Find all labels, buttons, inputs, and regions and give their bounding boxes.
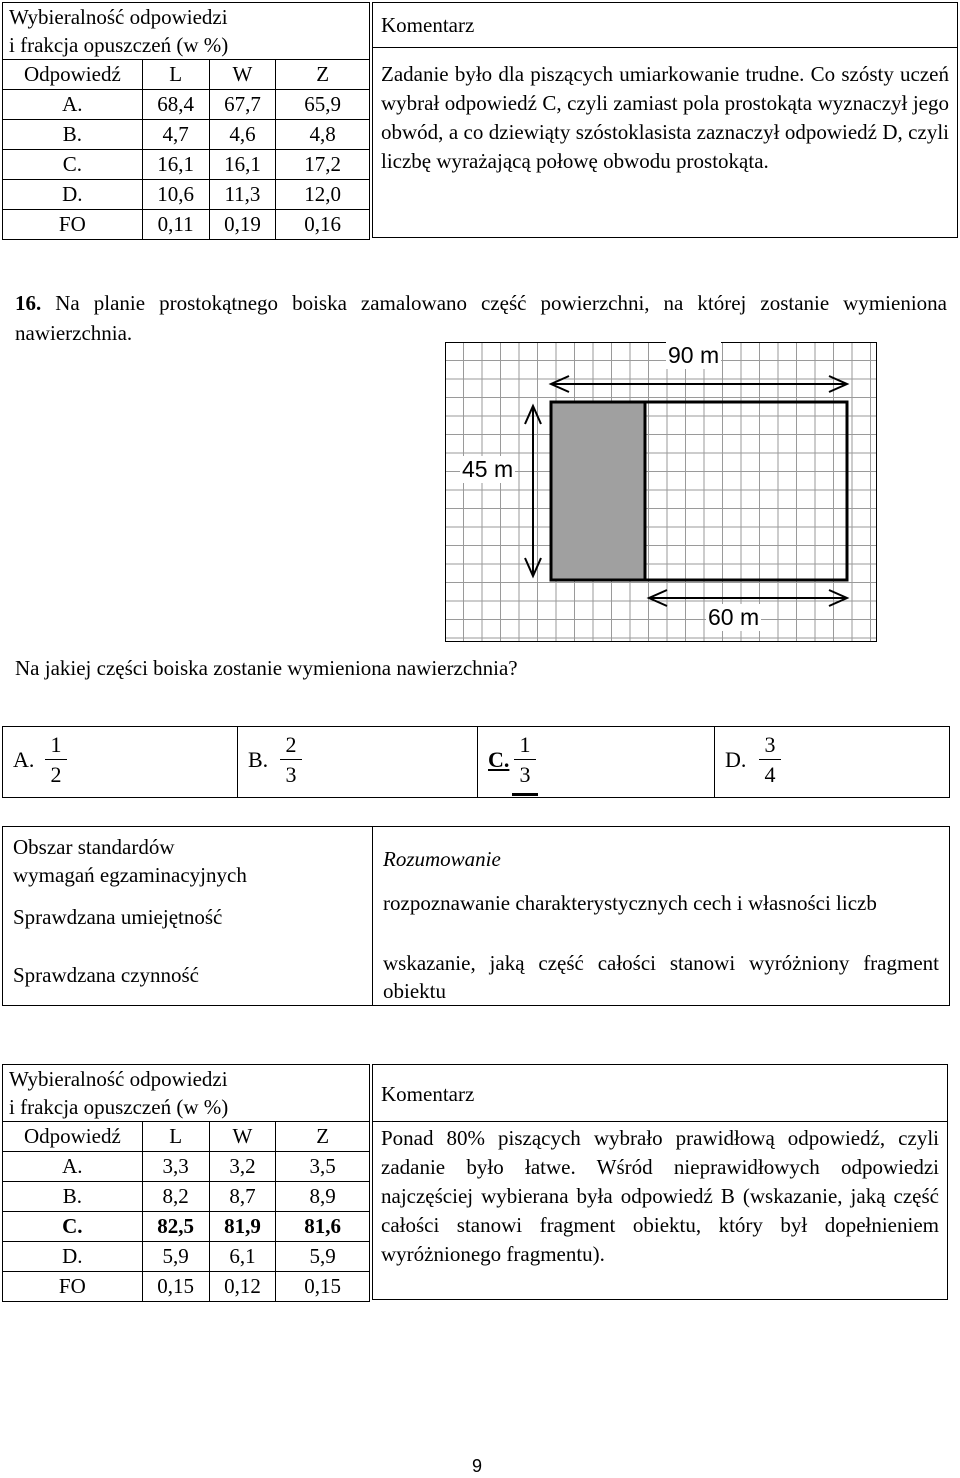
table-row: A. 68,4 67,7 65,9	[3, 90, 370, 120]
question-text: 16. Na planie prostokątnego boiska zamalowano część powierzchni, na której zostanie wymieniona nawierzchnia.	[15, 291, 947, 345]
skill-label: Sprawdzana umiejętność	[13, 905, 223, 929]
table-row: C. 16,1 16,1 17,2	[3, 150, 370, 180]
label-45m: 45 m	[462, 456, 514, 482]
answer-options	[2, 726, 950, 798]
comment-heading: Komentarz	[373, 1065, 947, 1122]
grid-border	[446, 343, 877, 642]
table-row-correct: C. 82,5 81,9 81,6	[3, 1212, 370, 1242]
fraction: $\frac{1}{2}$	[45, 731, 67, 788]
fraction: $\frac{2}{3}$	[280, 731, 302, 788]
field-plan-figure	[445, 342, 877, 642]
page-number: 9	[472, 1456, 483, 1476]
shaded-area	[551, 402, 645, 580]
question-prompt: Na jakiej części boiska zostanie wymieniona nawierzchnia?	[15, 656, 518, 680]
table-row: A. 3,3 3,2 3,5	[3, 1152, 370, 1182]
question-number: 16.	[15, 291, 42, 315]
table-row: FO 0,11 0,19 0,16	[3, 210, 370, 240]
area-label: Obszar standardów wymagań egzaminacyjnych	[13, 835, 247, 887]
answer-option-c-correct[interactable]: C. $\frac{1}{3}$	[478, 727, 715, 797]
standards-box	[2, 826, 950, 1006]
label-60m: 60 m	[708, 604, 760, 630]
correct-answer-underline	[512, 793, 538, 796]
table-row: B. 8,2 8,7 8,9	[3, 1182, 370, 1212]
answer-option-b[interactable]: B. $\frac{2}{3}$	[238, 727, 478, 797]
skill-value: rozpoznawanie charakterystycznych cech i własności liczb	[383, 891, 877, 915]
answer-option-d[interactable]: D. $\frac{3}{4}$	[715, 727, 949, 797]
activity-value: wskazanie, jaką część całości stanowi wyróżniony fragment obiektu	[383, 951, 939, 1003]
comment-text: Zadanie było dla piszących umiarkowanie trudne. Co szósty uczeń wybrał odpowiedź C, czyli zamiast pola prostokąta wyznaczył jego obwód, a co dziewiąty szóstoklasista zaznaczył odpowiedź D, czyli liczbę wyrażającą połowę obwodu prostokąta.	[381, 62, 949, 173]
activity-label: Sprawdzana czynność	[13, 963, 200, 987]
fraction: $\frac{1}{3}$	[514, 731, 536, 788]
label-90m: 90 m	[668, 342, 720, 368]
answer-option-a[interactable]: A. $\frac{1}{2}$	[3, 727, 238, 797]
comment-text: Ponad 80% piszących wybrało prawidłową odpowiedź, czyli zadanie było łatwe. Wśród nieprawidłowych odpowiedzi najczęściej wybierana była odpowiedź B (wskazanie, jaką część całości stanowi fragment obiektu, który był dopełnieniem wyróżnionego fragmentu).	[381, 1126, 939, 1266]
table-row: D. 5,9 6,1 5,9	[3, 1242, 370, 1272]
table-row: D. 10,6 11,3 12,0	[3, 180, 370, 210]
answer-stats-table-1	[2, 2, 370, 240]
comment-box-2	[372, 1064, 948, 1300]
answer-stats-table-2	[2, 1064, 370, 1302]
table-header-row: Odpowiedź L W Z	[3, 1122, 370, 1152]
stats-title: Wybieralność odpowiedzi i frakcja opuszczeń (w %)	[3, 1065, 370, 1122]
comment-box-1	[372, 2, 958, 238]
fraction: $\frac{3}{4}$	[759, 731, 781, 788]
area-value: Rozumowanie	[383, 847, 501, 871]
comment-heading: Komentarz	[373, 3, 957, 48]
table-row: B. 4,7 4,6 4,8	[3, 120, 370, 150]
table-row: FO 0,15 0,12 0,15	[3, 1272, 370, 1302]
table-header-row: Odpowiedź L W Z	[3, 60, 370, 90]
stats-title: Wybieralność odpowiedzi i frakcja opuszczeń (w %)	[3, 3, 370, 60]
